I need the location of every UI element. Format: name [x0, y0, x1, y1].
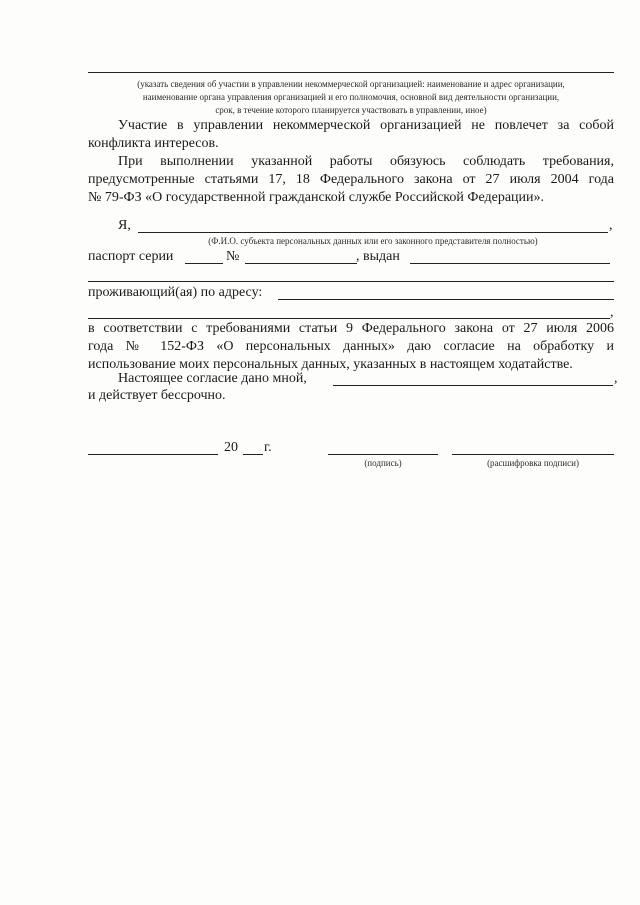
given-comma: ,	[614, 371, 618, 386]
signature-decode-caption: (расшифровка подписи)	[487, 458, 579, 468]
passport-issued-field[interactable]	[410, 263, 610, 264]
org-info-caption-line2: наименование органа управления организацией и его полномочия, основной вид деятельности организации,	[142, 92, 560, 102]
para2-line3: № 79-ФЗ «О государственной гражданской службе Российской Федерации».	[88, 190, 545, 205]
passport-issued-field-continued[interactable]	[88, 281, 614, 282]
address-label: проживающий(ая) по адресу:	[88, 285, 263, 300]
passport-number-sign: №	[226, 249, 240, 264]
year-suffix: г.	[264, 440, 272, 455]
fio-field[interactable]	[138, 232, 608, 233]
year-prefix: 20	[224, 440, 238, 455]
top-rule	[88, 72, 614, 73]
address-field[interactable]	[278, 299, 614, 300]
ya-label: Я,	[118, 218, 131, 233]
org-info-caption-line3: срок, в течение которого планируется участвовать в управлении, иное)	[215, 105, 487, 115]
signature-decode-field[interactable]	[452, 454, 614, 455]
passport-issued-label: , выдан	[356, 249, 400, 264]
law-line1: в соответствии с требованиями статьи 9 Федерального закона от 27 июля 2006	[88, 321, 614, 336]
date-field[interactable]	[88, 454, 218, 455]
year-field[interactable]	[243, 454, 263, 455]
passport-number-field[interactable]	[245, 263, 357, 264]
given-label: Настоящее согласие дано мной,	[118, 371, 307, 386]
para1-line1: Участие в управлении некоммерческой организацией не повлечет за собой	[118, 118, 614, 133]
address-comma: ,	[610, 305, 614, 320]
fio-comma: ,	[609, 218, 613, 233]
para2-line2: предусмотренные статьями 17, 18 Федерального закона от 27 июля 2004 года	[88, 172, 614, 187]
signature-caption: (подпись)	[364, 458, 402, 468]
para2-line1: При выполнении указанной работы обязуюсь соблюдать требования,	[118, 154, 614, 169]
org-info-caption-line1: (указать сведения об участии в управлении некоммерческой организацией: наименование и адрес организации,	[137, 79, 565, 89]
law-line2: года № 152-ФЗ «О персональных данных» даю согласие на обработку и	[88, 339, 614, 354]
valid-label: и действует бессрочно.	[88, 388, 226, 403]
fio-caption: (Ф.И.О. субъекта персональных данных или его законного представителя полностью)	[208, 236, 538, 246]
given-by-field[interactable]	[333, 385, 613, 386]
para1-line2: конфликта интересов.	[88, 136, 219, 151]
law-line3: использование моих персональных данных, указанных в настоящем ходатайстве.	[88, 357, 573, 372]
signature-field[interactable]	[328, 454, 438, 455]
passport-label: паспорт серии	[88, 249, 174, 264]
passport-series-field[interactable]	[185, 263, 223, 264]
